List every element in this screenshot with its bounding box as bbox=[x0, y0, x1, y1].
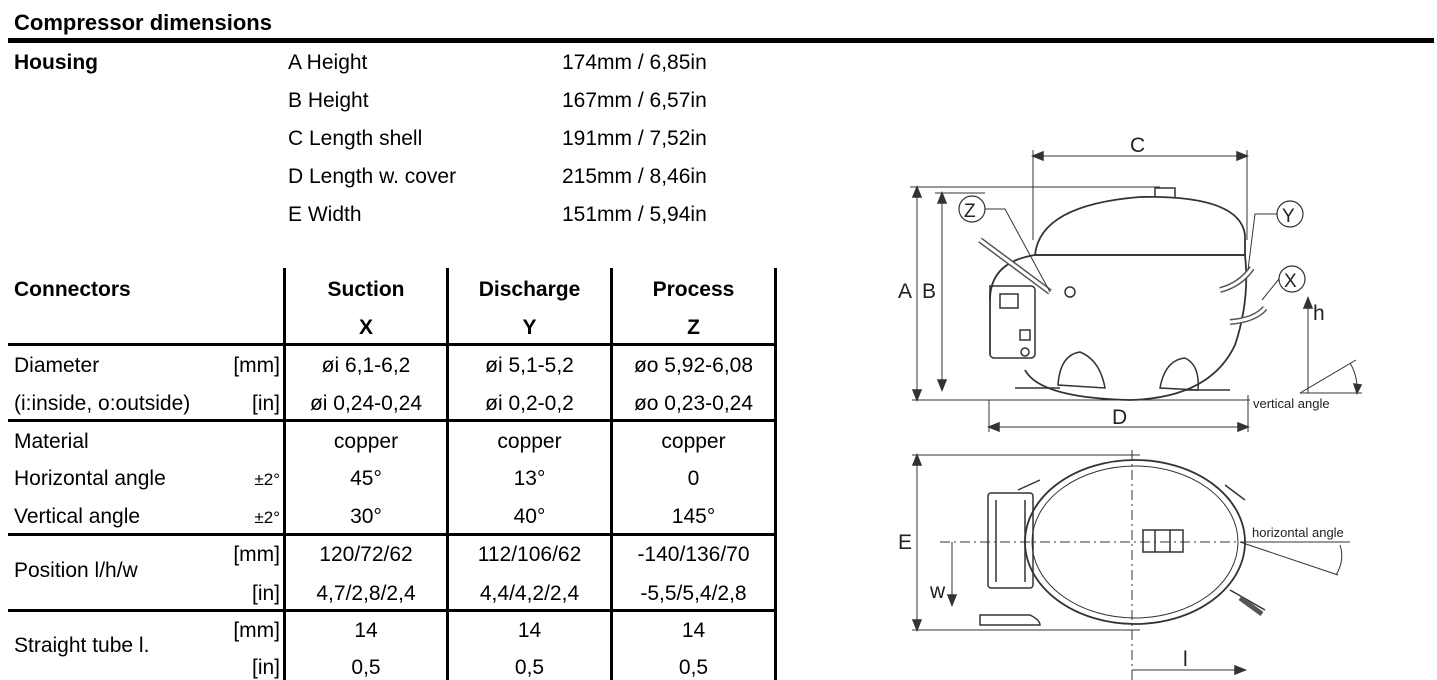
dim-label-l: l bbox=[1183, 648, 1188, 671]
table-cell: copper bbox=[333, 430, 399, 453]
table-cell: 0,5 bbox=[678, 656, 709, 679]
table-cell: øo 0,23-0,24 bbox=[633, 392, 754, 415]
table-cell: 40° bbox=[513, 505, 546, 528]
row-label: Horizontal angle bbox=[14, 467, 166, 490]
table-cell: øi 6,1-6,2 bbox=[321, 354, 411, 377]
table-cell: øi 5,1-5,2 bbox=[485, 354, 574, 377]
table-cell: -140/136/70 bbox=[637, 543, 750, 566]
housing-label-e: E Width bbox=[288, 203, 362, 226]
vertical-angle-label: vertical angle bbox=[1253, 396, 1330, 411]
housing-label-b: B Height bbox=[288, 89, 369, 112]
table-cell: 14 bbox=[354, 619, 378, 642]
row-tolerance: ±2° bbox=[254, 470, 280, 489]
callout-y: Y bbox=[1282, 206, 1295, 227]
page-title: Compressor dimensions bbox=[14, 10, 272, 35]
table-cell: 13° bbox=[513, 467, 546, 490]
table-hline-diameter bbox=[8, 419, 777, 422]
row-tolerance: ±2° bbox=[254, 508, 280, 527]
row-unit: [in] bbox=[251, 582, 280, 605]
table-hline-angles bbox=[8, 533, 777, 536]
col-discharge-code: Y bbox=[522, 316, 537, 339]
housing-label-a: A Height bbox=[288, 51, 368, 74]
dim-label-a: A bbox=[898, 280, 913, 303]
row-unit: [mm] bbox=[233, 619, 280, 642]
straight-tube-label: Straight tube l. bbox=[14, 634, 150, 657]
row-unit: [mm] bbox=[233, 543, 280, 566]
dim-label-h: h bbox=[1313, 302, 1325, 325]
col-process-name: Process bbox=[652, 278, 735, 301]
table-cell: øi 0,24-0,24 bbox=[309, 392, 423, 415]
table-cell: -5,5/5,4/2,8 bbox=[640, 582, 747, 605]
dim-label-c: C bbox=[1130, 134, 1146, 157]
horizontal-angle-label: horizontal angle bbox=[1252, 525, 1344, 540]
row-unit: [mm] bbox=[233, 354, 280, 377]
row-label: Material bbox=[14, 430, 89, 453]
housing-value-d: 215mm / 8,46in bbox=[562, 165, 707, 188]
table-cell: 14 bbox=[517, 619, 542, 642]
col-suction-code: X bbox=[358, 316, 373, 339]
table-cell: 145° bbox=[671, 505, 716, 528]
housing-value-a: 174mm / 6,85in bbox=[562, 51, 707, 74]
housing-value-b: 167mm / 6,57in bbox=[562, 89, 707, 112]
row-unit: [in] bbox=[251, 392, 280, 415]
table-cell: øo 5,92-6,08 bbox=[633, 354, 754, 377]
row-label: Vertical angle bbox=[14, 505, 141, 528]
table-hline-header bbox=[8, 343, 777, 346]
table-cell: 0,5 bbox=[514, 656, 545, 679]
row-unit: [in] bbox=[251, 656, 280, 679]
dim-label-b: B bbox=[922, 280, 937, 303]
position-label: Position l/h/w bbox=[14, 559, 138, 582]
table-vline-4 bbox=[774, 268, 777, 680]
table-cell: 45° bbox=[350, 467, 382, 490]
col-suction-name: Suction bbox=[327, 278, 405, 301]
table-cell: copper bbox=[661, 430, 726, 453]
table-cell: 112/106/62 bbox=[477, 543, 582, 566]
table-cell: 4,7/2,8/2,4 bbox=[316, 582, 416, 605]
table-cell: 30° bbox=[350, 505, 382, 528]
table-cell: 4,4/4,2/2,4 bbox=[479, 582, 580, 605]
col-discharge-name: Discharge bbox=[478, 278, 581, 301]
dim-label-w: w bbox=[930, 580, 946, 603]
housing-value-e: 151mm / 5,94in bbox=[562, 203, 707, 226]
connectors-heading: Connectors bbox=[14, 278, 131, 301]
row-label: Diameter bbox=[14, 354, 100, 377]
callout-x: X bbox=[1284, 271, 1297, 292]
table-cell: 0 bbox=[687, 467, 700, 490]
housing-label-c: C Length shell bbox=[288, 127, 423, 150]
housing-value-c: 191mm / 7,52in bbox=[562, 127, 707, 150]
callout-z: Z bbox=[964, 201, 976, 222]
table-cell: copper bbox=[497, 430, 562, 453]
table-cell: 14 bbox=[681, 619, 706, 642]
table-cell: 120/72/62 bbox=[319, 543, 413, 566]
housing-label-d: D Length w. cover bbox=[288, 165, 457, 188]
table-cell: 0,5 bbox=[351, 656, 381, 679]
col-process-code: Z bbox=[687, 316, 700, 339]
title-divider bbox=[8, 38, 1434, 43]
dim-label-e: E bbox=[898, 531, 913, 554]
table-cell: øi 0,2-0,2 bbox=[485, 392, 574, 415]
row-label: (i:inside, o:outside) bbox=[14, 392, 191, 415]
housing-heading: Housing bbox=[14, 51, 98, 74]
dim-label-d: D bbox=[1112, 406, 1128, 429]
table-hline-position bbox=[8, 609, 777, 612]
